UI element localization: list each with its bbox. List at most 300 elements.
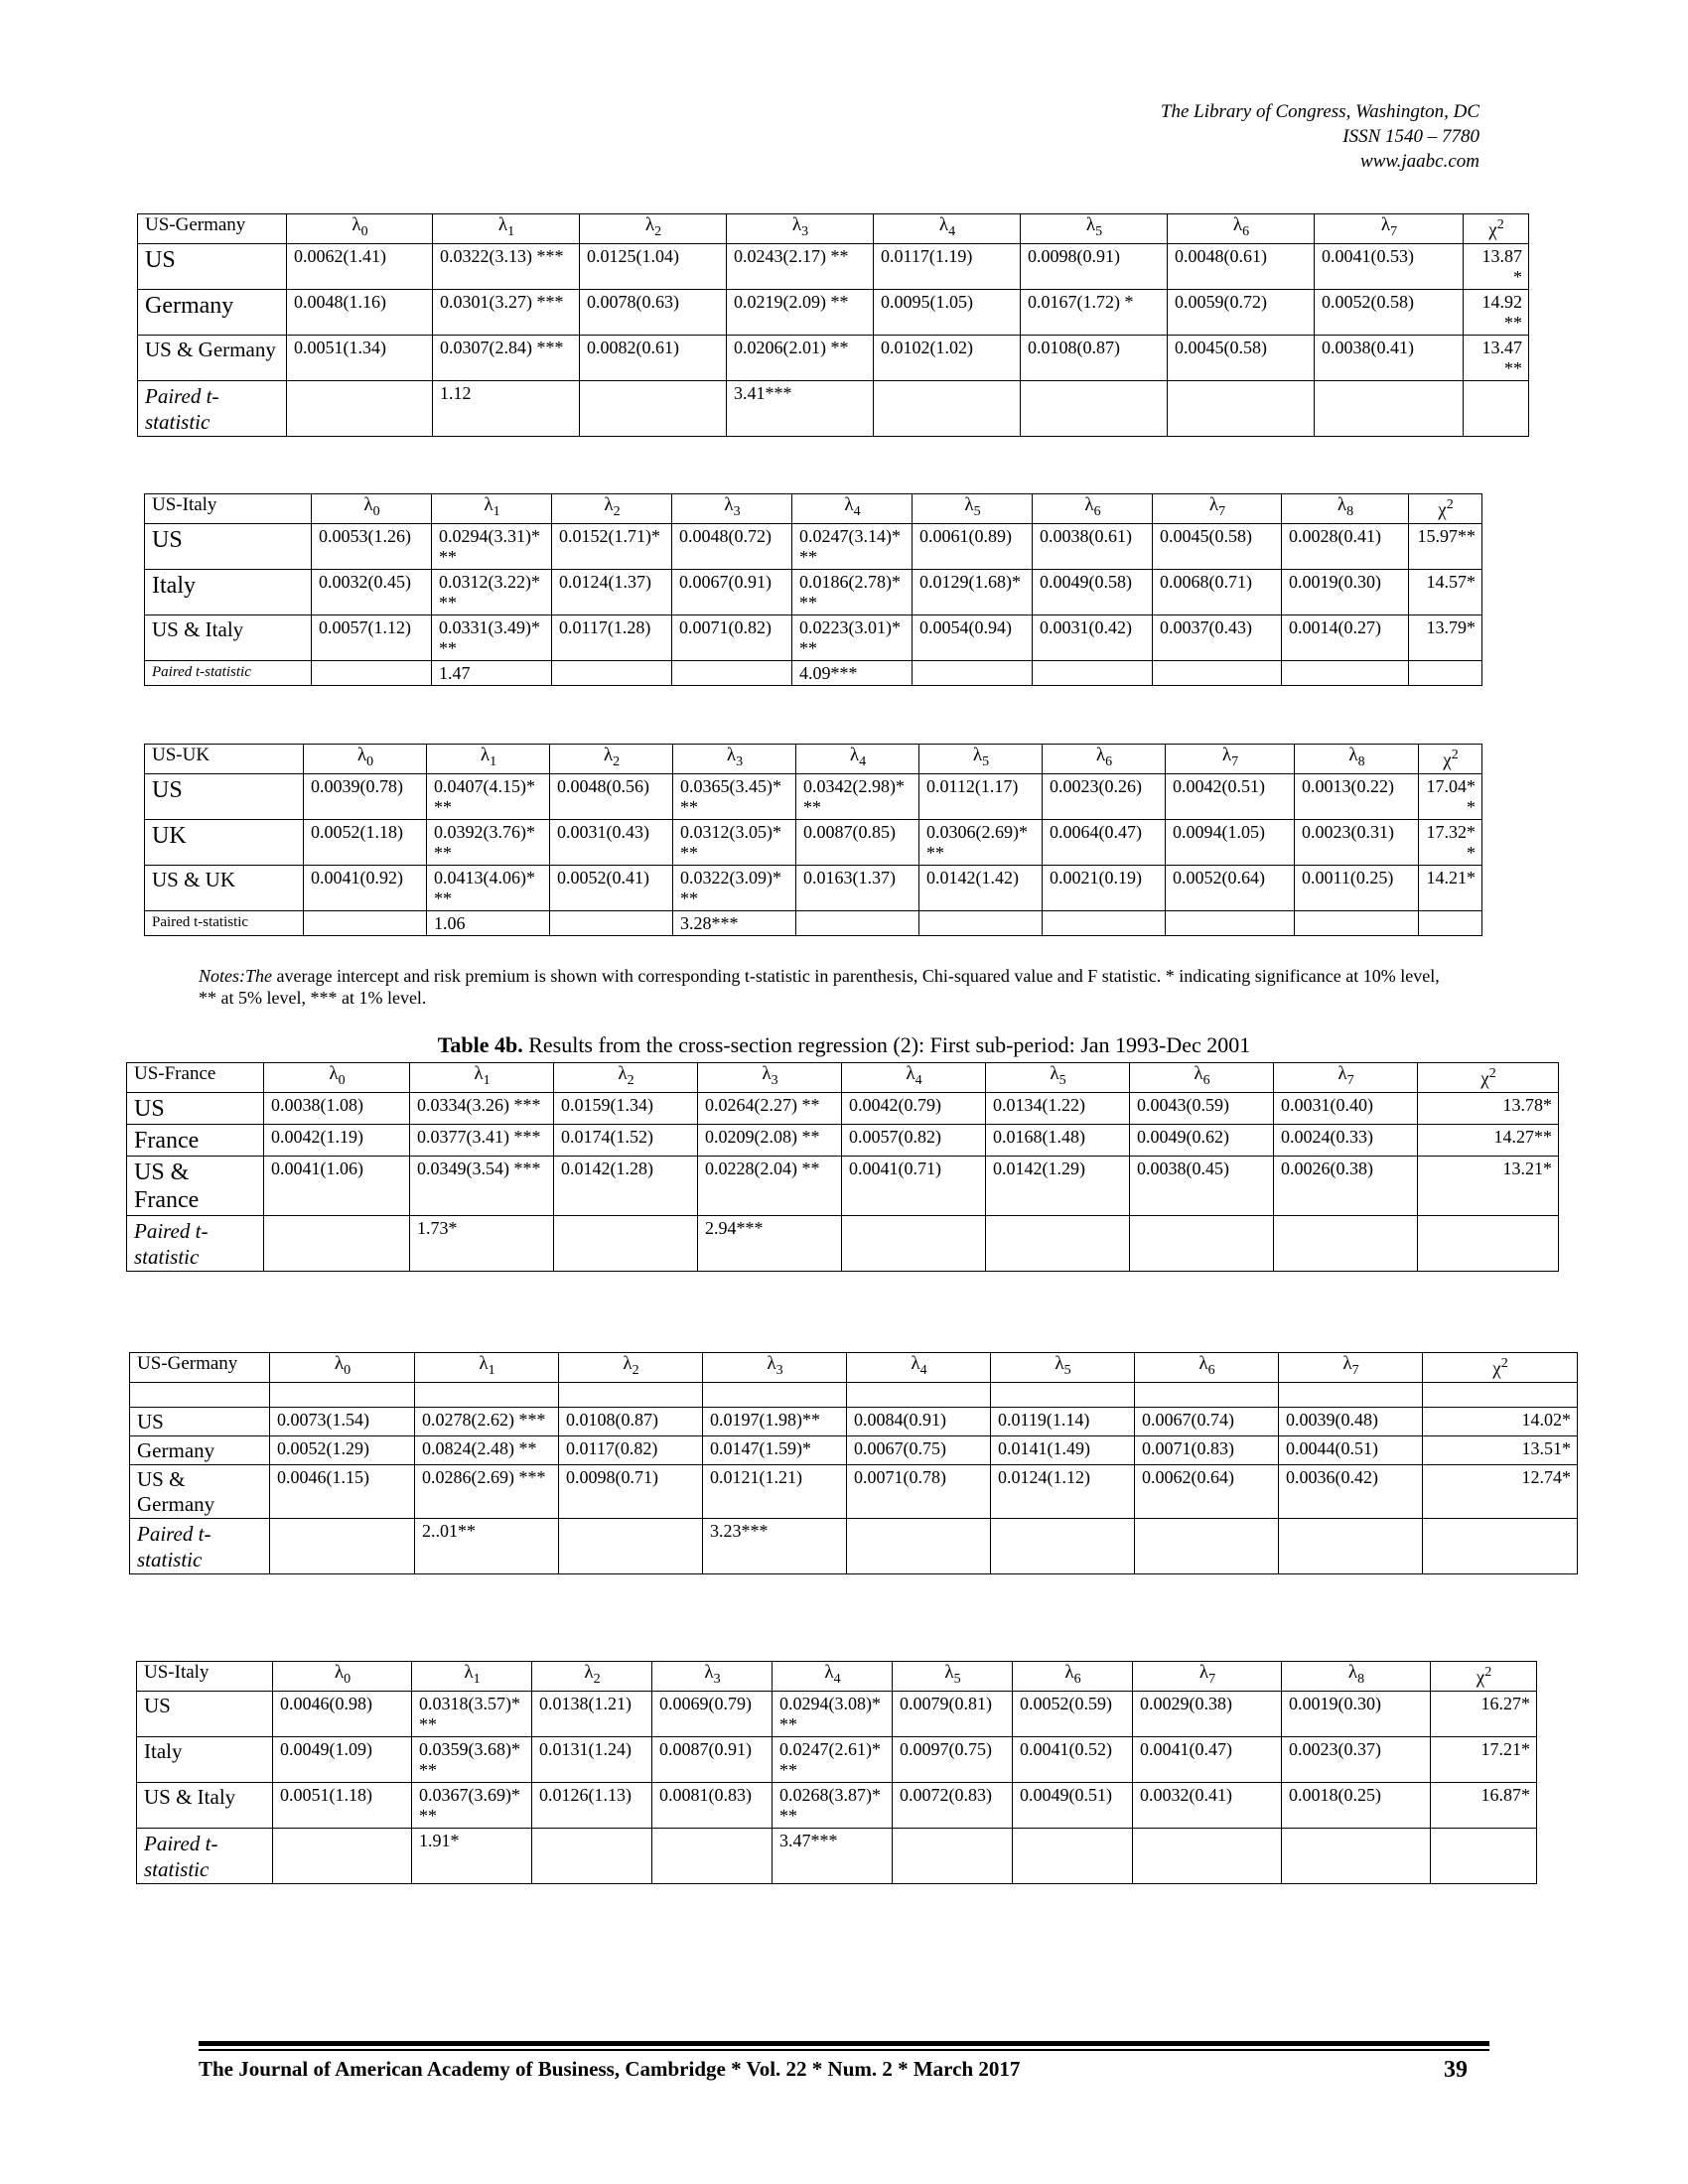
header-row [145,745,1482,774]
table-row [145,660,1482,685]
table-cell [1168,380,1315,436]
table-cell: 0.0129(1.68)* [913,569,1033,614]
lambda-header: $\lambda_7$ [1166,745,1295,774]
table-cell: 0.0278(2.62) *** [415,1407,559,1435]
table-cell: 0.0087(0.85) [796,819,919,865]
table-cell [1021,380,1168,436]
row-label: US & Germany [130,1464,270,1518]
table-cell: 0.0052(1.18) [304,819,427,865]
table-cell: 0.0062(1.41) [287,243,433,289]
table-cell: 0.0026(0.38) [1274,1156,1418,1215]
table-cell: 0.0073(1.54) [270,1407,415,1435]
table-cell: 0.0365(3.45)*** [673,773,796,819]
lambda-header: $\lambda_8$ [1282,494,1409,524]
table-cell: 13.51* [1423,1435,1578,1464]
table-row [127,1215,1559,1271]
empty-cell [1135,1382,1279,1407]
table-cell: 0.0037(0.43) [1153,614,1282,660]
table-cell: 0.0294(3.08)*** [773,1691,893,1736]
table-row [138,289,1529,335]
lambda-header: $\lambda_6$ [1168,214,1315,244]
table-cell: 0.0041(0.71) [842,1156,986,1215]
table-cell [287,380,433,436]
lambda-header: $\lambda_5$ [919,745,1043,774]
lambda-header: $\lambda_3$ [727,214,874,244]
table-us-germany-b [129,1352,1578,1574]
lambda-header: $\lambda_2$ [552,494,672,524]
table-cell: 0.0392(3.76)*** [427,819,550,865]
chi-square-header: $\chi^2$ [1409,494,1482,524]
table-cell: 0.0011(0.25) [1295,865,1419,910]
table-cell: 0.0048(0.72) [672,523,792,569]
row-label: US [145,773,304,819]
table-cell [1464,380,1529,436]
header-issn: ISSN 1540 – 7780 [1342,126,1479,147]
table-row [137,1736,1537,1782]
table-cell: 0.0052(0.58) [1315,289,1464,335]
table-row [145,819,1482,865]
table-cell [552,660,672,685]
table-cell: 0.0041(0.53) [1315,243,1464,289]
row-label: US & France [127,1156,264,1215]
table-cell: 0.0023(0.37) [1282,1736,1431,1782]
table-cell: 0.0167(1.72) * [1021,289,1168,335]
table-cell: 0.0206(2.01) ** [727,335,874,380]
table-cell: 0.0117(1.19) [874,243,1021,289]
table-cell: 0.0042(1.19) [264,1124,410,1156]
table-cell: 0.0186(2.78)*** [792,569,913,614]
table-cell: 0.0318(3.57)*** [412,1691,532,1736]
lambda-header: $\lambda_5$ [1021,214,1168,244]
table-cell: 0.0048(1.16) [287,289,433,335]
table-cell [559,1518,703,1573]
table-cell: 0.0108(0.87) [559,1407,703,1435]
table-cell: 0.0057(1.12) [312,614,432,660]
lambda-header: $\lambda_6$ [1135,1353,1279,1383]
table-cell: 0.0079(0.81) [893,1691,1013,1736]
table-us-france [126,1062,1559,1272]
table-cell: 0.0331(3.49)*** [432,614,552,660]
table-cell [1043,910,1166,935]
chi-square-header: $\chi^2$ [1423,1353,1578,1383]
lambda-header: $\lambda_1$ [412,1662,532,1692]
row-label: Paired t-statistic [145,660,312,685]
table-cell: 0.0018(0.25) [1282,1782,1431,1828]
table-cell: 0.0134(1.22) [986,1092,1130,1124]
lambda-header: $\lambda_4$ [773,1662,893,1692]
table-cell: 3.41*** [727,380,874,436]
table-cell: 0.0108(0.87) [1021,335,1168,380]
table-row [145,773,1482,819]
empty-cell [847,1382,991,1407]
table-cell: 0.0014(0.27) [1282,614,1409,660]
row-label: US [137,1691,273,1736]
table-cell: 0.0049(0.62) [1130,1124,1274,1156]
table-cell: 1.47 [432,660,552,685]
table-cell: 1.73* [410,1215,554,1271]
table-cell: 0.0268(3.87)*** [773,1782,893,1828]
table-cell: 0.0307(2.84) *** [433,335,580,380]
lambda-header: $\lambda_7$ [1274,1063,1418,1093]
table-notes: Notes:The average intercept and risk premium is shown with corresponding t-statistic in parenthesis, Chi-squared value and F statistic. * indicating significance at 10% level, ** at 5% level, *** at 1% level. [199,966,1440,1008]
lambda-header: $\lambda_4$ [792,494,913,524]
table-cell: 0.0082(0.61) [580,335,727,380]
table-cell: 17.04** [1419,773,1482,819]
table-cell: 0.0039(0.78) [304,773,427,819]
footer-journal: The Journal of American Academy of Business, Cambridge * Vol. 22 * Num. 2 * March 2017 [199,2057,1021,2081]
table-cell: 0.0223(3.01)*** [792,614,913,660]
table-cell: 0.0094(1.05) [1166,819,1295,865]
table-cell: 2.94*** [698,1215,842,1271]
table-cell [1013,1828,1133,1883]
table-cell: 14.21* [1419,865,1482,910]
table-cell: 3.28*** [673,910,796,935]
table-cell: 0.0084(0.91) [847,1407,991,1435]
table-cell: 0.0052(1.29) [270,1435,415,1464]
table-cell: 0.0036(0.42) [1279,1464,1423,1518]
table-cell [304,910,427,935]
lambda-header: $\lambda_1$ [427,745,550,774]
lambda-header: $\lambda_4$ [842,1063,986,1093]
table-cell: 0.0228(2.04) ** [698,1156,842,1215]
table-cell: 0.0019(0.30) [1282,1691,1431,1736]
row-label: US [127,1092,264,1124]
table-cell: 0.0032(0.41) [1133,1782,1282,1828]
table-cell: 0.0367(3.69)*** [412,1782,532,1828]
table-cell: 13.78* [1418,1092,1559,1124]
table-corner: US-France [127,1063,264,1093]
table-cell [1315,380,1464,436]
table-row [137,1782,1537,1828]
table-cell [1166,910,1295,935]
page-number: 39 [1444,2057,1468,2083]
footer-rule-thick [199,2041,1489,2046]
table-cell: 0.0142(1.29) [986,1156,1130,1215]
lambda-header: $\lambda_6$ [1013,1662,1133,1692]
table-cell [580,380,727,436]
lambda-header: $\lambda_0$ [304,745,427,774]
lambda-header: $\lambda_4$ [847,1353,991,1383]
table-cell: 0.0168(1.48) [986,1124,1130,1156]
table-cell: 14.27** [1418,1124,1559,1156]
table-cell: 0.0028(0.41) [1282,523,1409,569]
table-cell: 0.0067(0.75) [847,1435,991,1464]
table-cell [986,1215,1130,1271]
table-cell: 15.97** [1409,523,1482,569]
table-cell: 0.0067(0.74) [1135,1407,1279,1435]
empty-cell [270,1382,415,1407]
table-cell: 0.0197(1.98)** [703,1407,847,1435]
table-cell: 0.0306(2.69)*** [919,819,1043,865]
row-label: Paired t-statistic [138,380,287,436]
table-cell: 0.0031(0.42) [1033,614,1153,660]
table-cell: 0.0038(1.08) [264,1092,410,1124]
table-cell: 0.0098(0.71) [559,1464,703,1518]
table-cell [554,1215,698,1271]
table-row [127,1156,1559,1215]
table-cell: 0.0377(3.41) *** [410,1124,554,1156]
table-cell: 0.0061(0.89) [913,523,1033,569]
table-cell: 0.0049(0.58) [1033,569,1153,614]
lambda-header: $\lambda_1$ [433,214,580,244]
table-corner: US-UK [145,745,304,774]
row-label: US [138,243,287,289]
table-cell: 0.0042(0.79) [842,1092,986,1124]
empty-cell [559,1382,703,1407]
table-cell: 0.0041(1.06) [264,1156,410,1215]
table-cell [1295,910,1419,935]
table-corner: US-Germany [130,1353,270,1383]
table-cell: 0.0041(0.52) [1013,1736,1133,1782]
table-cell [273,1828,412,1883]
chi-square-header: $\chi^2$ [1431,1662,1537,1692]
table-cell [1419,910,1482,935]
row-label: US & Italy [137,1782,273,1828]
lambda-header: $\lambda_6$ [1043,745,1166,774]
table-cell: 0.0048(0.61) [1168,243,1315,289]
table-cell [893,1828,1013,1883]
table-cell: 0.0045(0.58) [1153,523,1282,569]
header-row [137,1662,1537,1692]
empty-cell [991,1382,1135,1407]
header-row [138,214,1529,244]
header-row [130,1353,1578,1383]
table-cell: 0.0141(1.49) [991,1435,1135,1464]
table-cell: 0.0098(0.91) [1021,243,1168,289]
table-cell: 0.0051(1.34) [287,335,433,380]
table-cell: 0.0159(1.34) [554,1092,698,1124]
table-cell: 0.0019(0.30) [1282,569,1409,614]
empty-row [130,1382,1578,1407]
empty-cell [1423,1382,1578,1407]
table-cell: 0.0322(3.09)*** [673,865,796,910]
table-row [145,523,1482,569]
table-cell: 0.0045(0.58) [1168,335,1315,380]
table-cell: 0.0286(2.69) *** [415,1464,559,1518]
table-row [127,1124,1559,1156]
table-cell: 0.0069(0.79) [652,1691,773,1736]
table-us-italy-a [144,493,1482,686]
lambda-header: $\lambda_0$ [287,214,433,244]
table-cell: 0.0117(0.82) [559,1435,703,1464]
table-cell: 17.21* [1431,1736,1537,1782]
table-cell: 0.0131(1.24) [532,1736,652,1782]
table-cell [1279,1518,1423,1573]
table-row [145,910,1482,935]
table-cell: 1.91* [412,1828,532,1883]
lambda-header: $\lambda_0$ [312,494,432,524]
table-cell [991,1518,1135,1573]
table-cell: 0.0081(0.83) [652,1782,773,1828]
table-cell [1033,660,1153,685]
table-cell: 16.27* [1431,1691,1537,1736]
table-cell: 0.0038(0.61) [1033,523,1153,569]
table-cell: 0.0032(0.45) [312,569,432,614]
table-cell: 13.79* [1409,614,1482,660]
table-row [130,1407,1578,1435]
table-cell: 0.0071(0.82) [672,614,792,660]
table-cell: 0.0023(0.31) [1295,819,1419,865]
table-cell: 0.0142(1.42) [919,865,1043,910]
table-cell [874,380,1021,436]
table-cell: 0.0322(3.13) *** [433,243,580,289]
table-cell: 0.0057(0.82) [842,1124,986,1156]
table-cell: 0.0049(1.09) [273,1736,412,1782]
lambda-header: $\lambda_3$ [698,1063,842,1093]
lambda-header: $\lambda_7$ [1133,1662,1282,1692]
chi-square-header: $\chi^2$ [1464,214,1529,244]
table-cell: 0.0124(1.37) [552,569,672,614]
table-cell [796,910,919,935]
table-row [138,243,1529,289]
table-cell: 0.0043(0.59) [1130,1092,1274,1124]
table-corner: US-Germany [138,214,287,244]
table-row [130,1435,1578,1464]
table-cell [532,1828,652,1883]
table-cell: 0.0052(0.59) [1013,1691,1133,1736]
table-cell: 0.0243(2.17) ** [727,243,874,289]
header-url: www.jaabc.com [1360,151,1479,172]
footer-rule-thin [199,2049,1489,2051]
lambda-header: $\lambda_2$ [554,1063,698,1093]
page-footer [199,2057,1489,2082]
table-row [145,569,1482,614]
table-cell: 0.0112(1.17) [919,773,1043,819]
table-cell: 0.0052(0.64) [1166,865,1295,910]
table-cell [652,1828,773,1883]
table-cell: 3.47*** [773,1828,893,1883]
lambda-header: $\lambda_3$ [673,745,796,774]
lambda-header: $\lambda_2$ [559,1353,703,1383]
row-label: US & Italy [145,614,312,660]
lambda-header: $\lambda_3$ [672,494,792,524]
table-cell: 0.0072(0.83) [893,1782,1013,1828]
lambda-header: $\lambda_0$ [273,1662,412,1692]
table-cell: 0.0024(0.33) [1274,1124,1418,1156]
table-cell: 2..01** [415,1518,559,1573]
lambda-header: $\lambda_4$ [796,745,919,774]
lambda-header: $\lambda_1$ [410,1063,554,1093]
table-row [127,1092,1559,1124]
table-cell: 0.0349(3.54) *** [410,1156,554,1215]
empty-cell [130,1382,270,1407]
lambda-header: $\lambda_0$ [270,1353,415,1383]
table-cell: 13.21* [1418,1156,1559,1215]
table-cell: 16.87* [1431,1782,1537,1828]
table-cell: 14.57* [1409,569,1482,614]
table-cell: 0.0029(0.38) [1133,1691,1282,1736]
lambda-header: $\lambda_3$ [703,1353,847,1383]
table-cell: 0.0095(1.05) [874,289,1021,335]
table-cell [847,1518,991,1573]
table-cell: 13.87 * [1464,243,1529,289]
table-cell: 0.0068(0.71) [1153,569,1282,614]
header-publisher: The Library of Congress, Washington, DC [1160,101,1479,122]
lambda-header: $\lambda_5$ [991,1353,1135,1383]
table-cell: 0.0119(1.14) [991,1407,1135,1435]
lambda-header: $\lambda_5$ [893,1662,1013,1692]
table-cell [264,1215,410,1271]
table-cell: 0.0038(0.45) [1130,1156,1274,1215]
table-cell: 14.92 ** [1464,289,1529,335]
table-cell [1274,1215,1418,1271]
table-cell: 0.0046(0.98) [273,1691,412,1736]
lambda-header: $\lambda_6$ [1130,1063,1274,1093]
table-cell: 0.0039(0.48) [1279,1407,1423,1435]
table-cell: 0.0051(1.18) [273,1782,412,1828]
lambda-header: $\lambda_5$ [986,1063,1130,1093]
table-cell: 0.0125(1.04) [580,243,727,289]
header-row [145,494,1482,524]
lambda-header: $\lambda_2$ [550,745,673,774]
table-cell: 0.0046(1.15) [270,1464,415,1518]
lambda-header: $\lambda_4$ [874,214,1021,244]
table-cell [1133,1828,1282,1883]
lambda-header: $\lambda_3$ [652,1662,773,1692]
table-cell: 0.0049(0.51) [1013,1782,1133,1828]
table-cell [1130,1215,1274,1271]
table-row [137,1828,1537,1883]
table-cell: 0.0067(0.91) [672,569,792,614]
table-cell: 0.0054(0.94) [913,614,1033,660]
header-row [127,1063,1559,1093]
row-label: Paired t-statistic [130,1518,270,1573]
table-row [145,614,1482,660]
table-cell: 0.0124(1.12) [991,1464,1135,1518]
lambda-header: $\lambda_7$ [1153,494,1282,524]
table-cell: 0.0031(0.40) [1274,1092,1418,1124]
table-us-italy-b [136,1661,1537,1884]
lambda-header: $\lambda_8$ [1295,745,1419,774]
row-label: UK [145,819,304,865]
table-cell: 0.0147(1.59)* [703,1435,847,1464]
empty-cell [703,1382,847,1407]
table-cell [1418,1215,1559,1271]
row-label: Paired t-statistic [137,1828,273,1883]
table-cell: 0.0042(0.51) [1166,773,1295,819]
table-cell: 0.0413(4.06)*** [427,865,550,910]
table-cell: 0.0041(0.47) [1133,1736,1282,1782]
table-cell: 0.0021(0.19) [1043,865,1166,910]
table-cell: 0.0041(0.92) [304,865,427,910]
table-cell: 0.0152(1.71)* [552,523,672,569]
table-row [138,335,1529,380]
table-cell: 0.0048(0.56) [550,773,673,819]
row-label: France [127,1124,264,1156]
lambda-header: $\lambda_7$ [1315,214,1464,244]
table-cell: 0.0031(0.43) [550,819,673,865]
row-label: US & UK [145,865,304,910]
table-cell: 0.0062(0.64) [1135,1464,1279,1518]
lambda-header: $\lambda_5$ [913,494,1033,524]
table-cell: 0.0097(0.75) [893,1736,1013,1782]
table-cell: 0.0334(3.26) *** [410,1092,554,1124]
table-cell: 0.0126(1.13) [532,1782,652,1828]
table-cell: 0.0247(3.14)*** [792,523,913,569]
lambda-header: $\lambda_1$ [415,1353,559,1383]
table-cell: 0.0053(1.26) [312,523,432,569]
row-label: Paired t-statistic [145,910,304,935]
table-cell: 0.0102(1.02) [874,335,1021,380]
table-cell [1282,1828,1431,1883]
table-cell: 13.47 ** [1464,335,1529,380]
table-cell: 12.74* [1423,1464,1578,1518]
lambda-header: $\lambda_1$ [432,494,552,524]
table-cell: 0.0312(3.22)*** [432,569,552,614]
table-row [138,380,1529,436]
empty-cell [415,1382,559,1407]
chi-square-header: $\chi^2$ [1418,1063,1559,1093]
